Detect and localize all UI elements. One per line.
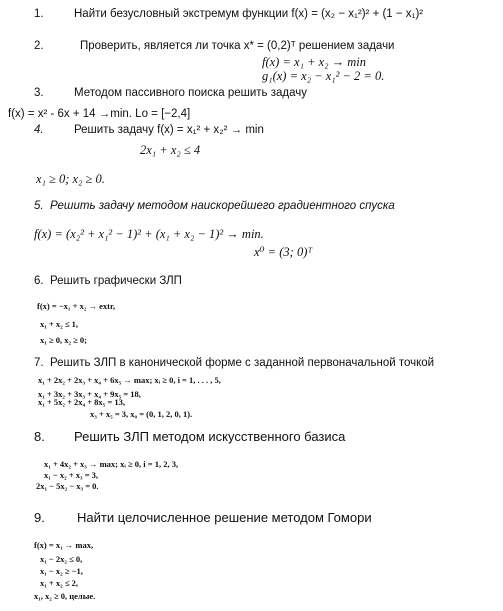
task-5-start-point: x⁰ = (3; 0)ᵀ bbox=[254, 245, 313, 259]
task-6-number: 6. bbox=[34, 275, 44, 287]
task-6-nonnegativity: x₁ ≥ 0, x₂ ≥ 0; bbox=[40, 335, 88, 345]
task-7-number: 7. bbox=[34, 357, 44, 369]
task-8-objective: x₁ + 4x₂ + x₃ → max; xᵢ ≥ 0, i = 1, 2, 3, bbox=[44, 459, 179, 469]
task-7-constraint-2: x₁ + 5x₂ + 2x₄ + 8x₅ = 13, bbox=[38, 397, 125, 407]
task-7-text: Решить ЗЛП в канонической форме с заданной первоначальной точкой bbox=[50, 357, 435, 369]
task-9-number: 9. bbox=[34, 510, 45, 525]
task-9-text: Найти целочисленное решение методом Гомори bbox=[77, 510, 372, 525]
task-5-number: 5. bbox=[34, 200, 44, 212]
task-8-text: Решить ЗЛП методом искусственного базиса bbox=[74, 429, 346, 444]
task-6-objective: f(x) = −x₁ + x₂ → extr, bbox=[37, 301, 116, 311]
task-2-objective: f(x) = x₁ + x₂ → min bbox=[262, 55, 367, 69]
task-4-nonnegativity: x₁ ≥ 0; x₂ ≥ 0. bbox=[36, 172, 105, 186]
task-9-constraint-1: x₁ − 2x₂ ≤ 0, bbox=[40, 554, 83, 564]
task-4-constraint: 2x₁ + x₂ ≤ 4 bbox=[140, 143, 201, 157]
task-5-function: f(x) = (x₂² + x₁² − 1)² + (x₁ + x₂ − 1)² → min. bbox=[34, 227, 264, 241]
task-7-constraint-3: x₃ + x₅ = 3, x₀ = (0, 1, 2, 0, 1). bbox=[90, 409, 193, 419]
task-8-constraint-1: x₁ − x₂ + x₃ = 3, bbox=[44, 470, 99, 480]
task-2-number: 2. bbox=[34, 40, 44, 52]
task-1-number: 1. bbox=[34, 8, 44, 20]
task-6-constraint: x₁ + x₂ ≤ 1, bbox=[40, 319, 78, 329]
task-1-text: Найти безусловный экстремум функции f(x) = (x₂ − x₁²)² + (1 − x₁)² bbox=[74, 8, 424, 20]
task-4-text: Решить задачу f(x) = x₁² + x₂² → min bbox=[74, 124, 264, 136]
task-7-constraint-1: x₁ + 3x₂ + 3x₃ + x₄ + 9x₅ = 18, bbox=[38, 389, 141, 399]
task-6-text: Решить графически ЗЛП bbox=[50, 275, 182, 287]
task-9-objective: f(x) = x₁ → max, bbox=[34, 540, 94, 550]
task-9-integer-condition: x₁, x₂ ≥ 0, целые. bbox=[34, 591, 96, 601]
task-7-objective: x₁ + 2x₂ + 2x₃ + x₄ + 6x₅ → max; xᵢ ≥ 0, i = 1, . . . , 5, bbox=[38, 375, 221, 385]
task-5-text: Решить задачу методом наискорейшего градиентного спуска bbox=[50, 200, 395, 212]
task-8-constraint-2: 2x₁ − 5x₂ − x₃ = 0. bbox=[36, 481, 99, 491]
task-9-constraint-3: x₁ + x₂ ≤ 2, bbox=[40, 578, 78, 588]
task-4-number: 4. bbox=[34, 124, 44, 136]
task-3-number: 3. bbox=[34, 87, 44, 99]
task-8-number: 8. bbox=[34, 429, 45, 444]
task-2-text: Проверить, является ли точка x* = (0,2)ᵀ решением задачи bbox=[80, 40, 395, 52]
task-2-constraint: g₁(x) = x₂ − x₁² − 2 = 0. bbox=[262, 69, 385, 83]
task-3-problem: f(x) = x² - 6x + 14 →min. Lo = [−2,4] bbox=[8, 108, 191, 120]
task-3-text: Методом пассивного поиска решить задачу bbox=[74, 87, 307, 99]
task-9-constraint-2: x₁ − x₂ ≥ −1, bbox=[40, 566, 83, 576]
